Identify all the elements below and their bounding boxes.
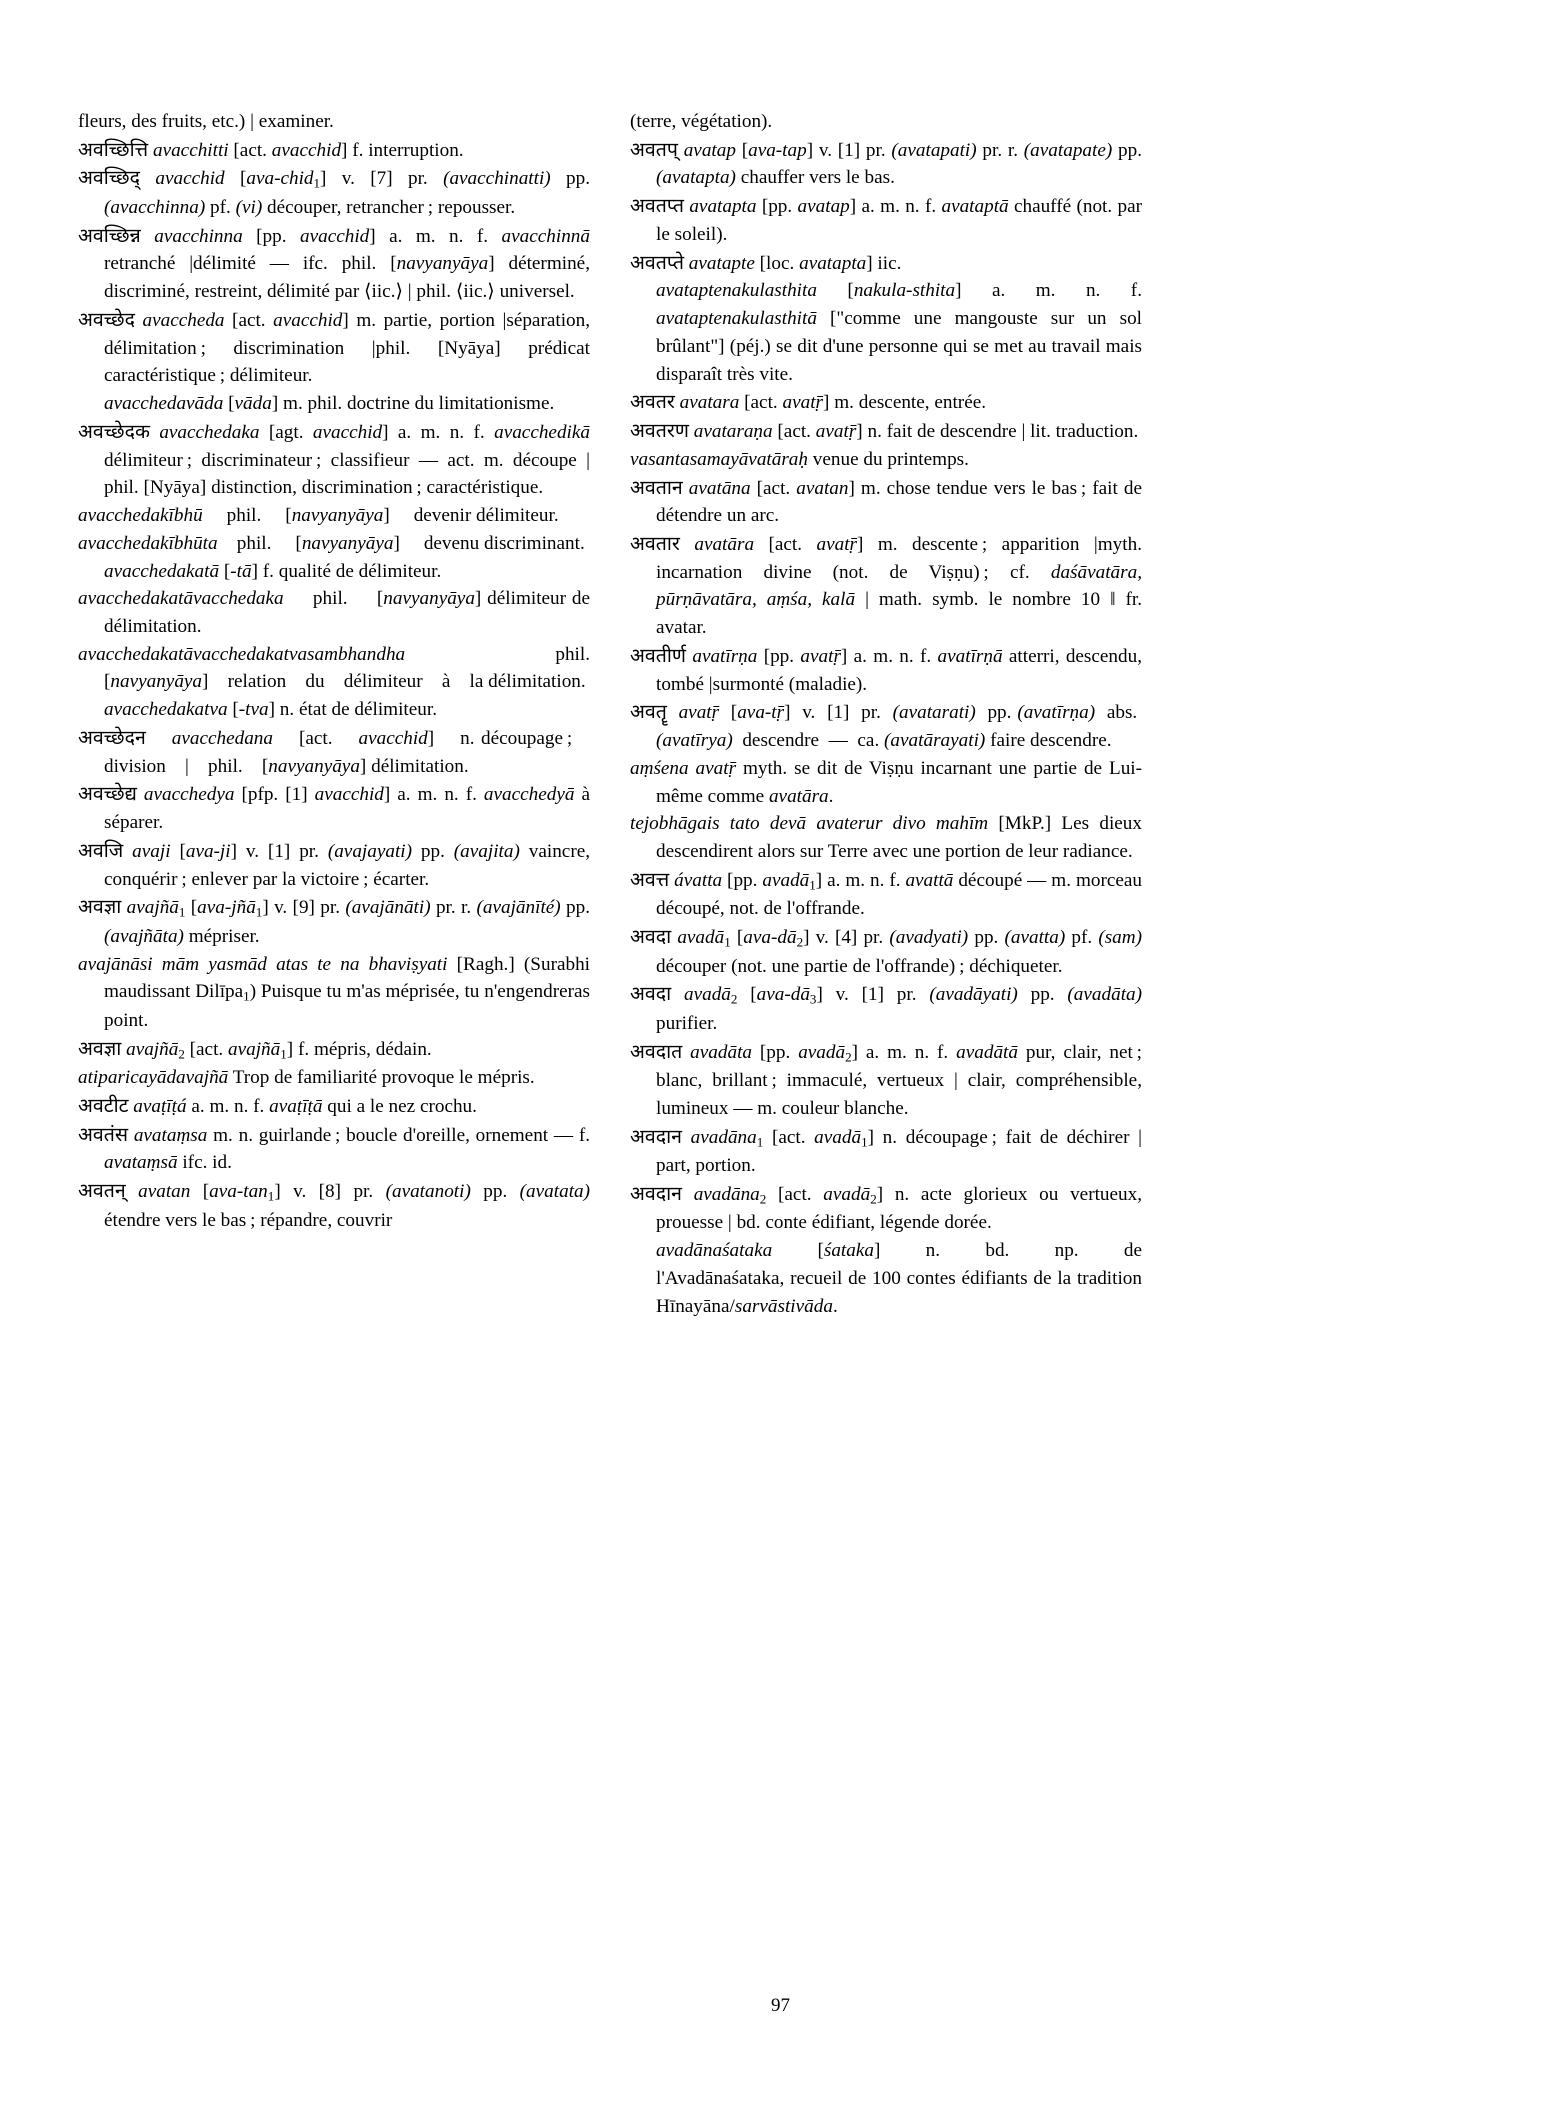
left-entry: अवज्ञा avajñā$_1$ [ava-jñā$_1$] v. [9] pr. (avajānāti) pr. r. (avajānīté) pp. (avajñāta) mépriser.: [78, 895, 591, 947]
left-entry: अवतन् avatan $[ava-\tan_1]$ v. [8] pr. (avatanoti) pp. (avatata) étendre vers le bas ; répandre, couvrir: [78, 1179, 591, 1231]
right-entry: avadānaśataka [śataka] n. bd. np. de l'Avadānaśataka, recueil de 100 contes édifiants de la tradition Hīnayāna/sarvāstivāda.: [656, 1240, 1143, 1317]
left-entry: avacchedakībhūta phil. [navyanyāya] devenu discriminant.: [78, 532, 585, 554]
right-entry: अवतप् avatap [ava-tap] v. [1] pr. (avatapati) pr. r. (avatapate) pp. (avatapta) chauffer vers le bas.: [630, 137, 1142, 189]
right-entry: vasantasamayāvatāraḥ venue du printemps.: [630, 448, 969, 470]
left-entry: अवच्छिन्न avacchinna [pp. avacchid] a. m. n. f. avacchinnā retranché |délimité — ifc. phil. [navyanyāya] déterminé, discriminé, restreint, délimité par ⟨iic.⟩ | phil. ⟨iic.⟩ universel.: [78, 223, 590, 303]
right-entry: अवदा avadā$_2$ $[ava-dā_3]$ v. [1] pr. (avadāyati) pp. (avadāta) purifier.: [630, 982, 1143, 1034]
right-entry: अवतार avatāra [act. avatṝ] m. descente ; apparition |myth. incarnation divine (not. de Viṣṇu) ; cf. daśāvatāra, pūrṇāvatāra, aṃśa, kalā | math. symb. le nombre 10 ‖ fr. avatar.: [630, 532, 1142, 639]
right-entry: (terre, végétation).: [630, 111, 773, 132]
right-entry: अवतान avatāna [act. avatan] m. chose tendue vers le bas ; fait de détendre un arc.: [630, 475, 1142, 527]
right-entry: अवदात avadāta [pp. avadā$_2$] a. m. n. f. avadātā pur, clair, net ; blanc, brillant ; immaculé, vertueux | clair, compréhensible, lumineux — m. couleur blanche.: [630, 1039, 1143, 1119]
left-entry: अवच्छित्ति avacchitti [act. avacchid] f. interruption.: [78, 137, 464, 161]
right-entry: अवतॄ avatṝ [ava-tṝ] v. [1] pr. (avatarati) pp. (avatīrṇa) abs. (avatīrya) descendre — ca. (avatārayati) faire descendre.: [630, 700, 1143, 752]
left-entry: अवच्छेदन avacchedana [act. avacchid] n. découpage ; division | phil. [navyanyāya] délimitation.: [78, 725, 590, 777]
left-entry: अवतंस avataṃsa m. n. guirlande ; boucle d'oreille, ornement — f. avataṃsā ifc. id.: [78, 1122, 591, 1174]
right-entry: अवतर avatara [act. avatṝ] m. descente, entrée.: [630, 390, 987, 414]
right-entry: avataptenakulasthita [nakula-sthita] a. m. n. f. avataptenakulasthitā ["comme une mangouste sur un sol brûlant"] (péj.) se dit d'une personne qui se met au travail mais disparaît très vite.: [656, 280, 1142, 385]
left-entry: atiparicayādavajñā Trop de familiarité provoque le mépris.: [78, 1067, 535, 1089]
left-entry: avacchedakatva [-tva] n. état de délimiteur.: [104, 699, 437, 721]
two-column-layout: [78, 108, 1483, 1948]
left-entry: अवटीट avaṭīṭá a. m. n. f. avaṭīṭā qui a le nez crochu.: [78, 1093, 477, 1117]
right-entry: अवतप्त avatapta [pp. avatap] a. m. n. f. avataptā chauffé (not. par le soleil).: [630, 194, 1143, 245]
left-entry: avacchedavāda [vāda] m. phil. doctrine du limitationisme.: [104, 393, 555, 415]
right-entry: अवदा avadā$_1$ $[ava-dā_2]$ v. [4] pr. (avadyati) pp. (avatta) pf. (sam) découper (not. une partie de l'offrande) ; déchiqueter.: [630, 925, 1143, 977]
left-entry: अवच्छिद् avacchid [ava-chid$_1$] v. [7] pr. (avacchinatti) pp. (avacchinna) pf. (vi) découper, retrancher ; repousser.: [78, 166, 591, 218]
right-entry: tejobhāgais tato devā avaterur divo mahīm [MkP.] Les dieux descendirent alors sur Terre avec une portion de leur radiance.: [630, 813, 1142, 863]
left-entry: avacchedakatāvacchedakatvasambhandha phil. [navyanyāya] relation du délimiteur à la délimitation.: [78, 643, 590, 693]
left-entry: avacchedakatā [-tā] f. qualité de délimiteur.: [104, 560, 442, 582]
left-entry: अवजि avaji [ava-ji] v. [1] pr. (avajayati) pp. (avajita) vaincre, conquérir ; enlever par la victoire ; écarter.: [78, 838, 591, 890]
left-entry: avajānāsi mām yasmād atas te na bhaviṣyati [Ragh.] (Surabhi maudissant Dilīpa$_1$) Puisque tu m'as méprisée, tu n'engendreras point.: [78, 953, 590, 1031]
right-entry: अवतीर्ण avatīrṇa [pp. avatṝ] a. m. n. f. avatīrṇā atterri, descendu, tombé |surmonté (maladie).: [630, 643, 1143, 695]
left-entry: अवच्छेद avaccheda [act. avacchid] m. partie, portion |séparation, délimitation ; discrimination |phil. [Nyāya] prédicat caractéristique ; délimiteur.: [78, 307, 591, 387]
left-column: [78, 108, 590, 1948]
right-entry: अवत्त ávatta [pp. avadā$_1$] a. m. n. f. avattā découpé — m. morceau découpé, not. de l'offrande.: [630, 867, 1142, 920]
left-entry: अवच्छेदक avacchedaka [agt. avacchid] a. m. n. f. avacchedikā délimiteur ; discriminateur ; classifieur — act. m. découpe | phil. [Nyāya] distinction, discrimination ; caractéristique.: [78, 419, 590, 499]
right-entry: अवतप्ते avatapte [loc. avatapta] iic.: [630, 250, 902, 274]
right-entry: अवदान avadāna$_1$ [act. avadā$_1$] n. découpage ; fait de déchirer | part, portion.: [630, 1124, 1142, 1177]
left-entry: avacchedakatāvacchedaka phil. [navyanyāya] délimiteur de délimitation.: [78, 588, 591, 637]
left-entry: avacchedakībhū phil. [navyanyāya] devenir délimiteur.: [78, 505, 559, 527]
left-entry: अवच्छेद्य avacchedya [pfp. [1] avacchid] a. m. n. f. avacchedyā à séparer.: [78, 782, 590, 834]
right-column: [630, 108, 1142, 1948]
right-entry: aṃśena avatṝ myth. se dit de Viṣṇu incarnant une partie de Lui-même comme avatāra.: [630, 757, 1143, 807]
left-entry: अवज्ञा avajñā$_2$ [act. avajñā$_1$] f. mépris, dédain.: [78, 1036, 432, 1062]
right-entry: अवतरण avataraṇa [act. avatṝ] n. fait de descendre | lit. traduction.: [630, 419, 1139, 443]
left-entry: fleurs, des fruits, etc.) | examiner.: [78, 111, 334, 132]
right-entry: अवदान avadāna$_2$ [act. avadā$_2$] n. acte glorieux ou vertueux, prouesse | bd. conte édifiant, légende dorée.: [630, 1181, 1143, 1234]
page-number: 97: [771, 1995, 790, 2016]
